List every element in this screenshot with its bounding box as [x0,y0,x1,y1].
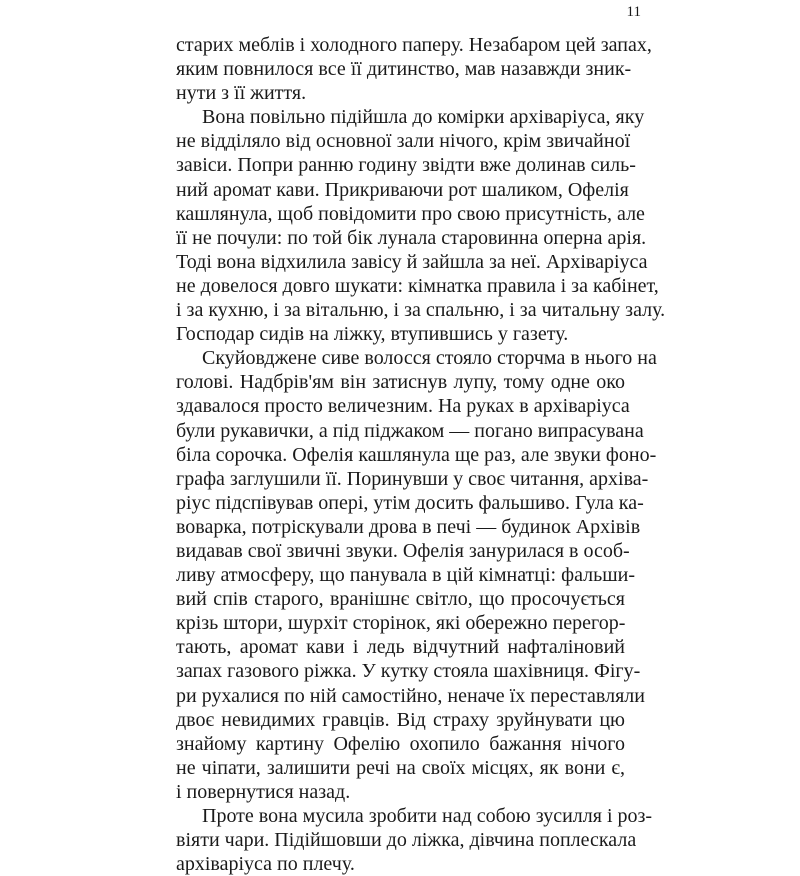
paragraph [176,33,652,105]
paragraph [176,105,666,346]
text-line: ний аромат кави. Прикриваючи рот шаликом, Офелія [176,178,629,201]
text-line: ливу атмосферу, що панувала в цій кімнатці: фальши- [176,564,635,587]
text-line: ріус підспівував опері, утім досить фальшиво. Гула ка- [176,491,644,514]
text-line: Господар сидів на ліжку, втупившись у газету. [176,323,569,346]
text-line: ри рухалися по ній самостійно, неначе їх переставляли [176,684,645,707]
text-line: завіси. Попри ранню годину звідти вже долинав силь- [176,154,636,177]
text-line: були рукавички, а під піджаком — погано випрасувана [176,419,644,442]
text-line: не чіпати, залишити речі на своїх місцях, як вони є, [176,756,625,779]
text-line: двоє невидимих гравців. Від страху зруйнувати цю [176,708,625,731]
text-line: знайому картину Офелію охопило бажання нічого [176,732,625,755]
text-line: воварка, потріскували дрова в печі — будинок Архівів [176,515,641,538]
text-line: запах газового ріжка. У кутку стояла шахівниця. Фігу- [176,660,641,683]
text-line: нути з її життя. [176,82,307,105]
text-line: здавалося просто величезним. На руках в архіваріуса [176,395,630,418]
body-text [176,33,666,876]
paragraph [176,346,657,804]
text-line: і повернутися назад. [176,780,351,803]
paragraph [176,804,653,876]
text-line: віяти чари. Підійшовши до ліжка, дівчина поплескала [176,829,637,852]
text-line: старих меблів і холодного паперу. Незабаром цей запах, [176,34,652,56]
text-line: кашлянула, щоб повідомити про свою присутність, але [176,202,645,225]
text-line: Вона повільно підійшла до комірки архіваріуса, яку [202,106,645,129]
text-line: голові. Надбрів'ям він затиснув лупу, тому одне око [176,371,625,394]
page-number: 11 [626,4,641,20]
text-line: архіваріуса по плечу. [176,853,355,876]
text-line: Тоді вона відхилила завісу й зайшла за неї. Архіваріуса [176,250,648,273]
text-line: біла сорочка. Офелія кашлянула ще раз, але звуки фоно- [176,443,657,466]
text-line: і за кухню, і за вітальню, і за спальню, і за читальну залу. [176,299,666,322]
text-line: її не почули: по той бік лунала старовинна оперна арія. [176,226,647,249]
text-line: яким повнилося все її дитинство, мав назавжди зник- [176,58,632,81]
text-line: графа заглушили її. Поринувши у своє читання, архіва- [176,467,649,490]
text-line: видавав свої звичні звуки. Офелія занурилася в особ- [176,539,630,562]
text-line: тають, аромат кави і ледь відчутний нафталіновий [176,636,625,659]
text-line: Проте вона мусила зробити над собою зусилля і роз- [202,805,653,827]
text-line: крізь штори, шурхіт сторінок, які обережно перегор- [176,612,626,635]
text-line: Скуйовджене сиве волосся стояло сторчма в нього на [202,347,657,370]
text-line: не довелося довго шукати: кімнатка правила і за кабінет, [176,274,659,297]
text-line: не відділяло від основної зали нічого, крім звичайної [176,130,631,153]
text-line: вий спів старого, вранішнє світло, що просочується [176,588,625,611]
